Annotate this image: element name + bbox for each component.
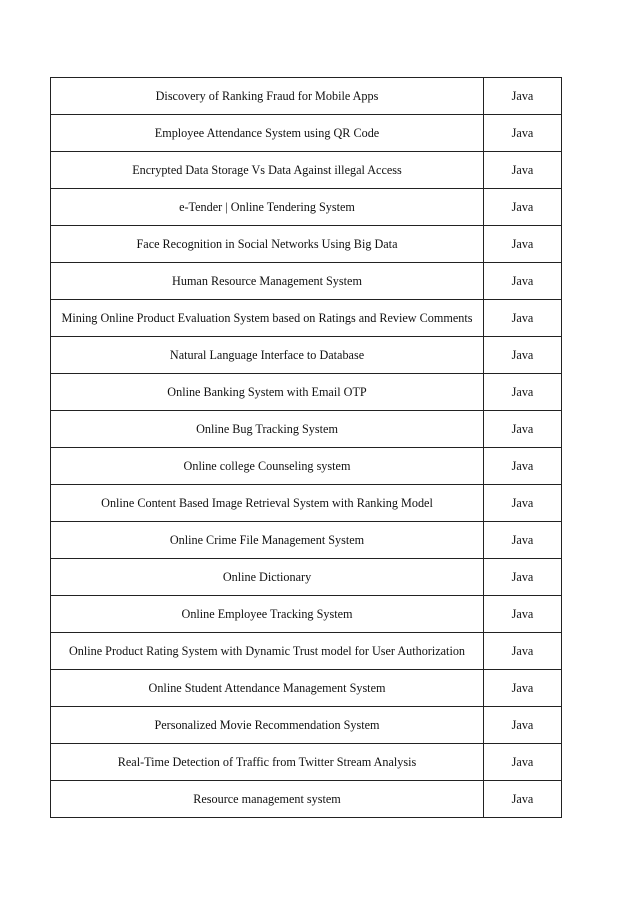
- language-cell: Java: [484, 596, 562, 633]
- project-title-cell: Online Content Based Image Retrieval System with Ranking Model: [51, 485, 484, 522]
- table-row: [51, 522, 562, 559]
- project-title-cell: Online college Counseling system: [51, 448, 484, 485]
- table-row: [51, 744, 562, 781]
- table-row: [51, 559, 562, 596]
- project-title-cell: Human Resource Management System: [51, 263, 484, 300]
- project-title-cell: Employee Attendance System using QR Code: [51, 115, 484, 152]
- language-cell: Java: [484, 559, 562, 596]
- language-cell: Java: [484, 522, 562, 559]
- table-row: [51, 374, 562, 411]
- language-cell: Java: [484, 485, 562, 522]
- project-title-cell: Face Recognition in Social Networks Using Big Data: [51, 226, 484, 263]
- project-title-cell: Online Student Attendance Management System: [51, 670, 484, 707]
- language-cell: Java: [484, 226, 562, 263]
- project-title-cell: Online Banking System with Email OTP: [51, 374, 484, 411]
- project-title-cell: Natural Language Interface to Database: [51, 337, 484, 374]
- language-cell: Java: [484, 78, 562, 115]
- language-cell: Java: [484, 300, 562, 337]
- table-row: [51, 78, 562, 115]
- language-cell: Java: [484, 448, 562, 485]
- language-cell: Java: [484, 115, 562, 152]
- table-row: [51, 263, 562, 300]
- language-cell: Java: [484, 670, 562, 707]
- table-row: [51, 485, 562, 522]
- language-cell: Java: [484, 707, 562, 744]
- project-title-cell: Online Product Rating System with Dynamic Trust model for User Authorization: [51, 633, 484, 670]
- language-cell: Java: [484, 337, 562, 374]
- project-title-cell: Real-Time Detection of Traffic from Twitter Stream Analysis: [51, 744, 484, 781]
- project-title-cell: Discovery of Ranking Fraud for Mobile Apps: [51, 78, 484, 115]
- language-cell: Java: [484, 374, 562, 411]
- project-title-cell: Encrypted Data Storage Vs Data Against illegal Access: [51, 152, 484, 189]
- table-row: [51, 596, 562, 633]
- language-cell: Java: [484, 744, 562, 781]
- table-row: [51, 411, 562, 448]
- table-row: [51, 337, 562, 374]
- table-row: [51, 226, 562, 263]
- project-table-body: [51, 78, 562, 818]
- project-title-cell: e-Tender | Online Tendering System: [51, 189, 484, 226]
- table-row: [51, 300, 562, 337]
- language-cell: Java: [484, 263, 562, 300]
- table-row: [51, 633, 562, 670]
- project-title-cell: Personalized Movie Recommendation System: [51, 707, 484, 744]
- project-table: [50, 77, 562, 818]
- table-row: [51, 189, 562, 226]
- project-title-cell: Online Dictionary: [51, 559, 484, 596]
- table-row: [51, 152, 562, 189]
- table-row: [51, 781, 562, 818]
- table-row: [51, 670, 562, 707]
- table-row: [51, 115, 562, 152]
- project-title-cell: Online Bug Tracking System: [51, 411, 484, 448]
- project-title-cell: Online Crime File Management System: [51, 522, 484, 559]
- project-title-cell: Mining Online Product Evaluation System based on Ratings and Review Comments: [51, 300, 484, 337]
- language-cell: Java: [484, 633, 562, 670]
- project-title-cell: Resource management system: [51, 781, 484, 818]
- project-title-cell: Online Employee Tracking System: [51, 596, 484, 633]
- language-cell: Java: [484, 189, 562, 226]
- language-cell: Java: [484, 152, 562, 189]
- language-cell: Java: [484, 411, 562, 448]
- table-row: [51, 448, 562, 485]
- table-row: [51, 707, 562, 744]
- language-cell: Java: [484, 781, 562, 818]
